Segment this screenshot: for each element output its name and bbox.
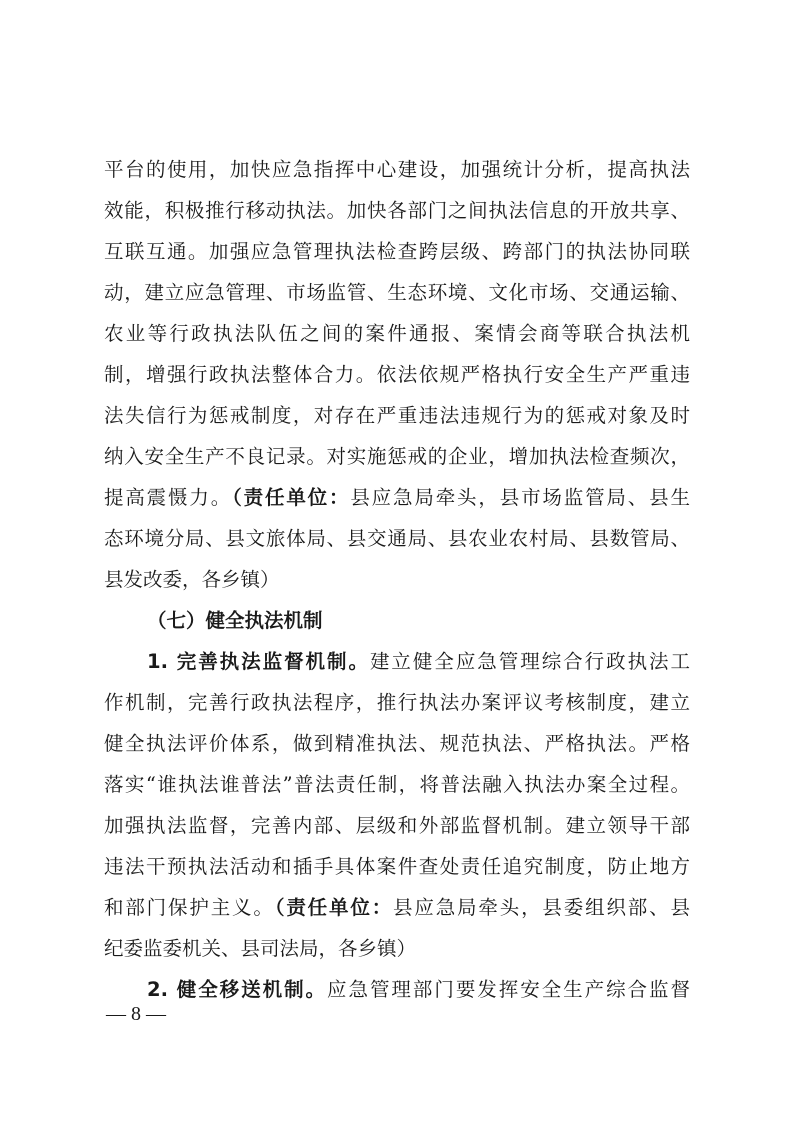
item-2-title: 2. 健全移送机制。: [147, 978, 328, 1001]
body-line-responsibility: [104, 478, 690, 518]
body-line: 互联互通。加强应急管理执法检查跨层级、跨部门的执法协同联: [104, 240, 690, 263]
body-line: 健全执法评价体系，做到精准执法、规范执法、严格执法。严格: [104, 732, 690, 755]
body-line: 纳入安全生产不良记录。对实施惩戒的企业，增加执法检查频次，: [104, 445, 690, 468]
body-line: 纪委监委机关、县司法局，各乡镇）: [104, 937, 417, 960]
body-line: 平台的使用，加快应急指挥中心建设，加强统计分析，提高执法: [104, 158, 690, 181]
body-line: 制，增强行政执法整体合力。依法依规严格执行安全生产严重违: [104, 363, 690, 386]
body-text: 应急管理部门要发挥安全生产综合监督: [327, 978, 690, 1001]
body-line: 动，建立应急管理、市场监管、生态环境、文化市场、交通运输、: [104, 281, 690, 304]
body-line: 落实“谁执法谁普法”普法责任制，将普法融入执法办案全过程。: [104, 773, 690, 796]
item-1-title: 1. 完善执法监督机制。: [147, 650, 370, 673]
body-line: 加强执法监督，完善内部、层级和外部监督机制。建立领导干部: [104, 814, 690, 837]
body-line: 农业等行政执法队伍之间的案件通报、案情会商等联合执法机: [104, 322, 690, 345]
body-line: 态环境分局、县文旅体局、县交通局、县农业农村局、县数管局、: [104, 527, 690, 550]
body-line: 效能，积极推行移动执法。加快各部门之间执法信息的开放共享、: [104, 199, 690, 222]
responsibility-units: 县应急局牵头，县市场监管局、县生: [350, 486, 690, 509]
responsibility-label: （责任单位：: [274, 896, 394, 919]
body-line: 违法干预执法活动和插手具体案件查处责任追究制度，防止地方: [104, 855, 690, 878]
body-text: 提高震慑力。: [104, 486, 233, 509]
section-heading: （七）健全执法机制: [147, 609, 323, 632]
body-line: 法失信行为惩戒制度，对存在严重违法违规行为的惩戒对象及时: [104, 404, 690, 427]
body-text: 和部门保护主义。: [104, 896, 275, 919]
body-line: 作机制，完善行政执法程序，推行执法办案评议考核制度，建立: [104, 691, 690, 714]
responsibility-units: 县应急局牵头，县委组织部、县: [393, 896, 690, 919]
body-text: 建立健全应急管理综合行政执法工: [369, 650, 690, 673]
page-number: — 8 —: [106, 1003, 166, 1025]
body-line: 县发改委，各乡镇）: [104, 568, 280, 591]
item-1-first-line: [147, 642, 690, 682]
responsibility-label: （责任单位：: [232, 486, 351, 509]
body-line-responsibility: [104, 888, 690, 928]
item-2-first-line: [147, 970, 690, 1010]
